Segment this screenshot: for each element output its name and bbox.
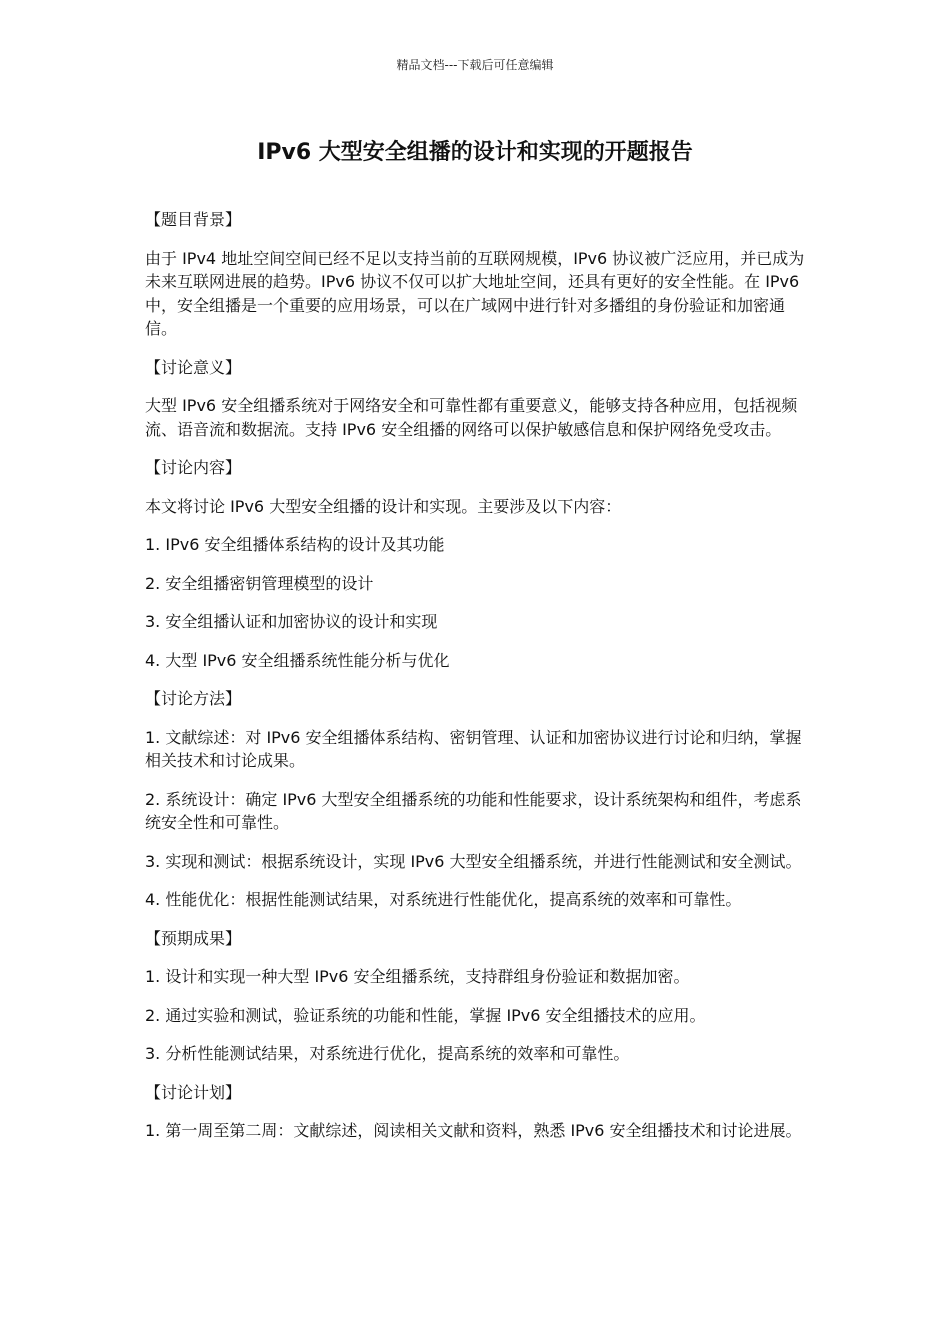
- outcome-item: 2. 通过实验和测试，验证系统的功能和性能，掌握 IPv6 安全组播技术的应用。: [145, 1005, 706, 1025]
- plan-item: 1. 第一周至第二周：文献综述，阅读相关文献和资料，熟悉 IPv6 安全组播技术和讨论进展。: [145, 1121, 802, 1140]
- page-header: 精品文档---下载后可任意编辑: [396, 58, 554, 72]
- section-heading-significance: 【讨论意义】: [145, 357, 242, 377]
- outcome-item: 3. 分析性能测试结果，对系统进行优化，提高系统的效率和可靠性。: [145, 1044, 630, 1063]
- method-item: 2. 系统设计：确定 IPv6 大型安全组播系统的功能和性能要求，设计系统架构和组件，考虑系统安全性和可靠性。: [145, 789, 802, 832]
- section-heading-content: 【讨论内容】: [145, 458, 242, 477]
- section-heading-methods: 【讨论方法】: [145, 689, 242, 708]
- content-item: 4. 大型 IPv6 安全组播系统性能分析与优化: [145, 650, 450, 670]
- background-paragraph: 由于 IPv4 地址空间空间已经不足以支持当前的互联网规模，IPv6 协议被广泛应用，并已成为未来互联网进展的趋势。IPv6 协议不仅可以扩大地址空间，还具有更好的安全性能。在 IPv6 中，安全组播是一个重要的应用场景，可以在广域网中进行针对多播组的身份验证和加密通信。: [145, 248, 805, 338]
- content-intro: 本文将讨论 IPv6 大型安全组播的设计和实现。主要涉及以下内容：: [145, 496, 622, 516]
- document-title: IPv6 大型安全组播的设计和实现的开题报告: [257, 140, 693, 165]
- method-item: 3. 实现和测试：根据系统设计，实现 IPv6 大型安全组播系统，并进行性能测试和安全测试。: [145, 851, 802, 871]
- method-item: 1. 文献综述：对 IPv6 安全组播体系结构、密钥管理、认证和加密协议进行讨论和归纳，掌握相关技术和讨论成果。: [145, 727, 802, 770]
- method-item: 4. 性能优化：根据性能测试结果，对系统进行性能优化，提高系统的效率和可靠性。: [145, 890, 742, 909]
- significance-paragraph: 大型 IPv6 安全组播系统对于网络安全和可靠性都有重要意义，能够支持各种应用，包括视频流、语音流和数据流。支持 IPv6 安全组播的网络可以保护敏感信息和保护网络免受攻击。: [145, 396, 798, 439]
- outcome-item: 1. 设计和实现一种大型 IPv6 安全组播系统，支持群组身份验证和数据加密。: [145, 967, 690, 986]
- content-item: 3. 安全组播认证和加密协议的设计和实现: [145, 612, 438, 631]
- section-heading-plan: 【讨论计划】: [145, 1082, 242, 1102]
- content-item: 2. 安全组播密钥管理模型的设计: [145, 573, 374, 593]
- content-item: 1. IPv6 安全组播体系结构的设计及其功能: [145, 535, 445, 554]
- section-heading-background: 【题目背景】: [145, 210, 242, 229]
- document-body: [145, 208, 807, 1158]
- section-heading-outcomes: 【预期成果】: [145, 928, 242, 948]
